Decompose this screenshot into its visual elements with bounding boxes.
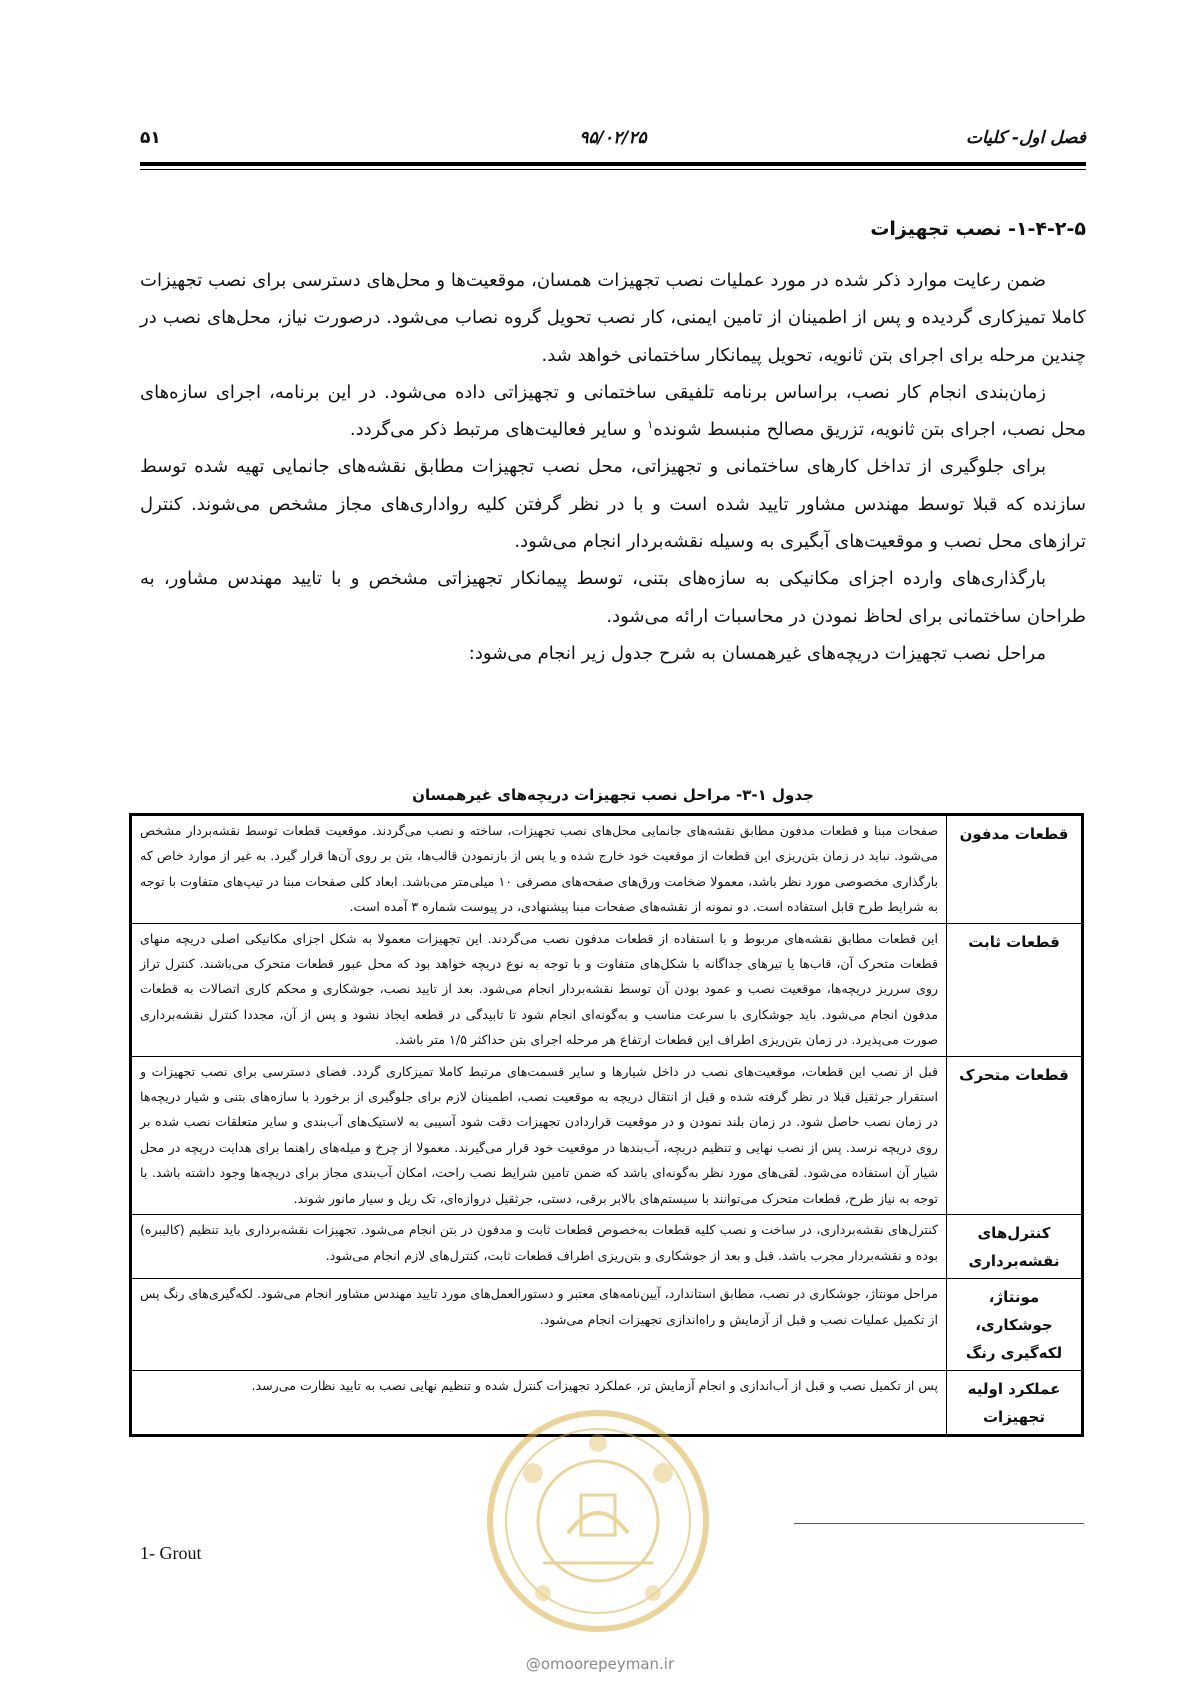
row-description: مراحل مونتاژ، جوشکاری در نصب، مطابق استاندارد، آیین‌نامه‌های معتبر و دستورالعمل‌های مورد تایید مهندس مشاور انجام می‌شود. لکه‌گیری‌های رنگ پس از تکمیل عملیات نصب و قبل از آزمایش و راه‌اندازی تجهیزات انجام می‌شود. xyxy=(131,1279,947,1371)
row-description: صفحات مبنا و قطعات مدفون مطابق نقشه‌های جانمایی محل‌های نصب تجهیزات، ساخته و نصب می‌گردند. موقعیت قطعات توسط نقشه‌بردار مشخص می‌شود. نباید در زمان بتن‌ریزی این قطعات از موقعیت خود خارج شده و یا پس از بازنمودن قالب‌ها، بتن بر روی آن‌ها قرار گیرد. به غیر از موارد خاص که بارگذاری مخصوصی مورد نظر باشد، معمولا ضخامت ورق‌های صفحه‌های مصرفی ۱۰ میلی‌متر می‌باشد. ابعاد کلی صفحات مبنا در تیپ‌های متفاوت با توجه به شرایط طرح قابل استفاده است. دو نمونه از نقشه‌های صفحات مبنا پیشنهادی، در پیوست شماره ۳ آمده است. xyxy=(131,815,947,924)
row-label: قطعات مدفون xyxy=(947,815,1083,924)
paragraph xyxy=(140,374,1086,449)
footnote-marker[interactable]: ۱ xyxy=(647,418,654,432)
installation-steps-table xyxy=(129,813,1084,1437)
watermark-url: @omoorepeyman.ir xyxy=(525,1655,675,1673)
row-description: کنترل‌های نقشه‌برداری، در ساخت و نصب کلیه قطعات به‌خصوص قطعات ثابت و مدفون در بتن انجام می‌شود. تجهیزات نقشه‌برداری باید تنظیم (کالیبره) بوده و نقشه‌بردار مجرب باشد. قبل و بعد از جوشکاری و بتن‌ریزی اطراف قطعات ثابت، کنترل‌های لازم انجام می‌شود. xyxy=(131,1215,947,1279)
table-row xyxy=(131,1056,1083,1214)
row-label: کنترل‌های نقشه‌برداری xyxy=(947,1215,1083,1279)
paragraph: بارگذاری‌های وارده اجزای مکانیکی به سازه‌های بتنی، توسط پیمانکار تجهیزاتی مشخص و با تایید مهندس مشاور، به طراحان ساختمانی برای لحاظ نمودن در محاسبات ارائه می‌شود. xyxy=(140,568,1086,627)
header-rule-thick xyxy=(140,162,1086,166)
watermark-seal-icon xyxy=(473,1403,723,1638)
row-description: قبل از نصب این قطعات، موقعیت‌های نصب در داخل شیارها و سایر قسمت‌های مرتبط کاملا تمیزکاری گردد. فضای دسترسی برای نصب تجهیزات و استقرار جرثقیل قبلا در نظر گرفته شده و قبل از انتقال دریچه به موقعیت نصب، اطمینان لازم برای جلوگیری از برخورد با سازه‌های بتنی و شیار دریچه‌ها در زمان نصب حاصل شود. در زمان بلند نمودن و در موقعیت قراردادن تجهیزات دقت شود آسیبی به لاستیک‌های آب‌بندی و سایر متعلقات نصب شده بر روی دریچه نرسد. پس از نصب نهایی و تنظیم دریچه، آب‌بندها در موقعیت خود قرار می‌گیرند. معمولا از چرخ و میله‌های راهنما برای هدایت دریچه در محل شیار آن استفاده می‌شود. لقی‌های مورد نظر به‌گونه‌ای باشد که ضمن تامین شرایط نصب راحت، امکان آب‌بندی مجاز برای دریچه‌ها وجود داشته باشد. با توجه به نیاز طرح، قطعات متحرک می‌توانند با سیستم‌های بالابر برقی، دستی، جرثقیل دروازه‌ای، تک ریل و سیار مانور شوند. xyxy=(131,1056,947,1214)
chapter-title: فصل اول- کلیات xyxy=(966,128,1086,148)
table-row xyxy=(131,1279,1083,1371)
paragraph: برای جلوگیری از تداخل کارهای ساختمانی و تجهیزاتی، محل نصب تجهیزات مطابق نقشه‌های جانمایی تهیه شده توسط سازنده که قبلا توسط مهندس مشاور تایید شده است و با در نظر گرفتن کلیه رواداری‌های مجاز مشخص می‌شوند. کنترل ترازهای محل نصب و موقعیت‌های آبگیری به وسیله نقشه‌بردار انجام می‌شود. xyxy=(140,456,1086,553)
row-description: پس از تکمیل نصب و قبل از آب‌اندازی و انجام آزمایش تر، عملکرد تجهیزات کنترل شده و تنظیم نهایی نصب به تایید نظارت می‌رسد. xyxy=(131,1371,947,1436)
row-label: عملکرد اولیه تجهیزات xyxy=(947,1371,1083,1436)
paragraph-text-tail: و سایر فعالیت‌های مرتبط ذکر می‌گردد. xyxy=(349,419,648,441)
paragraph-text: زمان‌بندی انجام کار نصب، براساس برنامه تلفیقی ساختمانی و تجهیزاتی داده می‌شود. در این برنامه، اجرای سازه‌های محل نصب، اجرای بتن ثانویه، تزریق مصالح منبسط شونده xyxy=(140,381,1086,441)
section-heading: ۱-۴-۲-۵- نصب تجهیزات xyxy=(870,218,1086,240)
table-row xyxy=(131,1215,1083,1279)
row-description: این قطعات مطابق نقشه‌های مربوط و با استفاده از قطعات مدفون نصب می‌گردند. این تجهیزات معمولا به شکل اجزای مکانیکی اصلی دریچه منهای قطعات متحرک آن، قاب‌ها یا تیرهای جداگانه با شکل‌های متفاوت و با توجه به نوع دریچه خواهد بود که محل عبور قطعات متحرک می‌باشند. کنترل تراز روی سرریز دریچه‌ها، موقعیت نصب و عمود بودن آن توسط نقشه‌بردار انجام می‌شود. بعد از تایید نصب، جوشکاری و محکم کاری اتصالات به قطعات مدفون انجام می‌شود. باید جوشکاری با سرعت مناسب و به‌گونه‌ای انجام شود تا تابیدگی در قطعه ایجاد نشود و پس از آن، مجددا کنترل نقشه‌برداری صورت می‌پذیرد. در زمان بتن‌ریزی اطراف این قطعات ارتفاع هر مرحله اجرای بتن حداکثر ۱/۵ متر باشد. xyxy=(131,923,947,1056)
footnote-separator xyxy=(794,1523,1084,1524)
page-header xyxy=(140,128,1086,162)
row-label: قطعات متحرک xyxy=(947,1056,1083,1214)
table-row xyxy=(131,815,1083,924)
header-date: ۹۵/۰۲/۲۵ xyxy=(579,128,647,148)
body-text xyxy=(140,262,1086,672)
paragraph: مراحل نصب تجهیزات دریچه‌های غیرهمسان به شرح جدول زیر انجام می‌شود: xyxy=(468,642,1046,664)
row-label: قطعات ثابت xyxy=(947,923,1083,1056)
row-label: مونتاژ، جوشکاری، لکه‌گیری رنگ xyxy=(947,1279,1083,1371)
table-row xyxy=(131,923,1083,1056)
paragraph: ضمن رعایت موارد ذکر شده در مورد عملیات نصب تجهیزات همسان، موقعیت‌ها و محل‌های دسترسی برای نصب تجهیزات کاملا تمیزکاری گردیده و پس از اطمینان از تامین ایمنی، کار نصب تحویل گروه نصاب می‌شود. درصورت نیاز، محل‌های نصب در چندین مرحله برای اجرای بتن ثانویه، تحویل پیمانکار ساختمانی خواهد شد. xyxy=(140,270,1086,366)
table-caption: جدول ۱-۳- مراحل نصب تجهیزات دریچه‌های غیرهمسان xyxy=(412,786,814,804)
header-rule-thin xyxy=(140,169,1086,170)
footnote: 1- Grout xyxy=(140,1543,202,1563)
page-number: ۵۱ xyxy=(140,128,161,148)
